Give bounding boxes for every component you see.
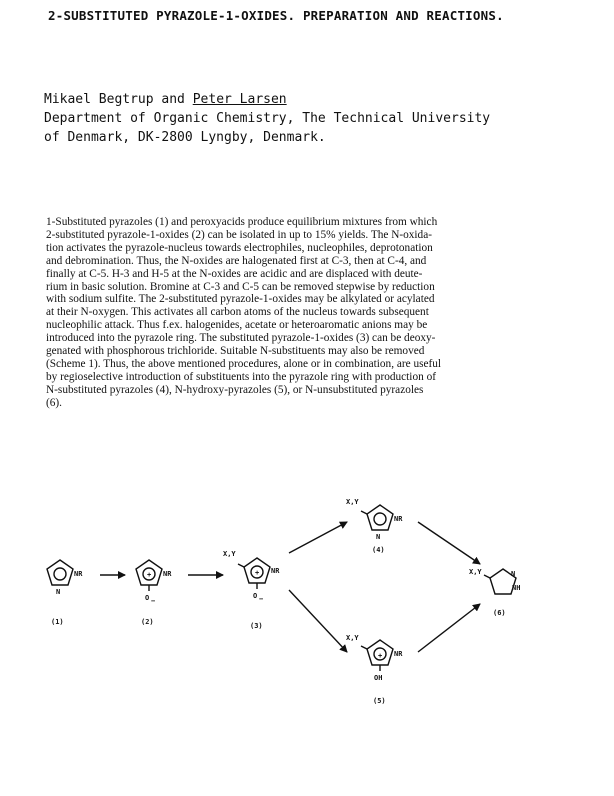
author-line bbox=[44, 90, 490, 109]
atom-o: O bbox=[145, 594, 150, 602]
substituent-bond-5 bbox=[361, 646, 367, 649]
abstract-line: 2-substituted pyrazole-1-oxides (2) can be isolated in up to 15% yields. The N-oxida- bbox=[46, 228, 432, 241]
abstract-line: by regioselective introduction of substituents into the pyrazole ring with production of bbox=[46, 370, 436, 383]
atom-nr: NR bbox=[271, 567, 280, 575]
author-conjunction: and bbox=[161, 92, 185, 107]
compound-label-5: (5) bbox=[373, 697, 386, 705]
arrow-4-to-6 bbox=[418, 522, 480, 564]
pyrazole-ring-1 bbox=[47, 560, 73, 585]
aromatic-circle-1 bbox=[54, 568, 66, 580]
atom-plus: + bbox=[378, 652, 383, 660]
compound-label-3: (3) bbox=[250, 622, 263, 630]
abstract-line: (6). bbox=[46, 396, 62, 409]
arrow-3-to-4 bbox=[289, 522, 347, 553]
second-author: Peter Larsen bbox=[192, 92, 287, 107]
atom-xy: X,Y bbox=[346, 498, 359, 506]
reaction-scheme bbox=[0, 490, 614, 720]
aromatic-circle-4 bbox=[374, 513, 386, 525]
abstract-line: 1-Substituted pyrazoles (1) and peroxyacids produce equilibrium mixtures from which bbox=[46, 216, 438, 228]
atom-nh: NH bbox=[512, 584, 521, 592]
atom-nr: NR bbox=[74, 570, 83, 578]
atom-nr: NR bbox=[394, 650, 403, 658]
abstract-line: and debromination. Thus, the N-oxides are halogenated first at C-3, then at C-4, and bbox=[46, 254, 427, 267]
abstract-line: genated with phosphorous trichloride. Suitable N-substituents may also be removed bbox=[46, 345, 425, 358]
atom-o: O bbox=[253, 592, 258, 600]
atom-minus: − bbox=[259, 595, 264, 603]
compound-5 bbox=[361, 640, 393, 671]
compound-4 bbox=[361, 505, 393, 530]
compound-1 bbox=[47, 560, 73, 585]
atom-plus: + bbox=[147, 571, 152, 579]
substituent-bond-6 bbox=[484, 575, 490, 578]
abstract-line: at their N-oxygen. This activates all carbon atoms of the nucleus towards subsequent bbox=[46, 306, 429, 319]
compound-label-6: (6) bbox=[493, 609, 506, 617]
compound-label-2: (2) bbox=[141, 618, 154, 626]
atom-xy: X,Y bbox=[469, 568, 482, 576]
atom-n: N bbox=[511, 570, 516, 578]
arrow-5-to-6 bbox=[418, 604, 480, 652]
atom-nr: NR bbox=[163, 570, 172, 578]
abstract-line: with sodium sulfite. The 2-substituted pyrazole-1-oxides may be alkylated or acylated bbox=[46, 293, 435, 306]
substituent-bond-3 bbox=[238, 564, 244, 567]
atom-plus: + bbox=[255, 569, 260, 577]
compound-label-4: (4) bbox=[372, 546, 385, 554]
abstract bbox=[46, 216, 536, 410]
atom-nr: NR bbox=[394, 515, 403, 523]
atom-n: N bbox=[56, 588, 61, 596]
arrow-3-to-5 bbox=[289, 590, 347, 652]
pyrazole-ring-4 bbox=[367, 505, 393, 530]
substituent-bond-4 bbox=[361, 511, 367, 514]
atom-xy: X,Y bbox=[346, 634, 359, 642]
abstract-line: nucleophilic attack. Thus f.ex. halogenides, acetate or heteroaromatic anions may be bbox=[46, 319, 428, 332]
atom-minus: − bbox=[151, 597, 156, 605]
abstract-line: finally at C-5. H-3 and H-5 at the N-oxides are acidic and are displaced with deute- bbox=[46, 267, 423, 280]
compound-3 bbox=[238, 558, 270, 589]
affiliation-line-2: of Denmark, DK-2800 Lyngby, Denmark. bbox=[44, 130, 326, 145]
abstract-line: (Scheme 1). Thus, the above mentioned procedures, alone or in combination, are useful bbox=[46, 357, 442, 370]
first-author: Mikael Begtrup bbox=[44, 92, 154, 107]
compound-label-1: (1) bbox=[51, 618, 64, 626]
abstract-line: N-substituted pyrazoles (4), N-hydroxy-pyrazoles (5), or N-unsubstituted pyrazoles bbox=[46, 383, 424, 396]
atom-n: N bbox=[376, 533, 381, 541]
abstract-line: tion activates the pyrazole-nucleus towards electrophiles, nucleophiles, deprotonation bbox=[46, 241, 433, 254]
abstract-line: introduced into the pyrazole ring. The substituted pyrazole-1-oxides (3) can be deoxy- bbox=[46, 332, 436, 345]
abstract-line: rium in basic solution. Bromine at C-3 and C-5 can be removed stepwise by reduction bbox=[46, 280, 435, 293]
paper-title: 2-SUBSTITUTED PYRAZOLE-1-OXIDES. PREPARATION AND REACTIONS. bbox=[48, 8, 504, 23]
atom-xy: X,Y bbox=[223, 550, 236, 558]
affiliation-line-1: Department of Organic Chemistry, The Technical University bbox=[44, 111, 491, 126]
author-block bbox=[44, 90, 490, 147]
atom-oh: OH bbox=[374, 674, 383, 682]
